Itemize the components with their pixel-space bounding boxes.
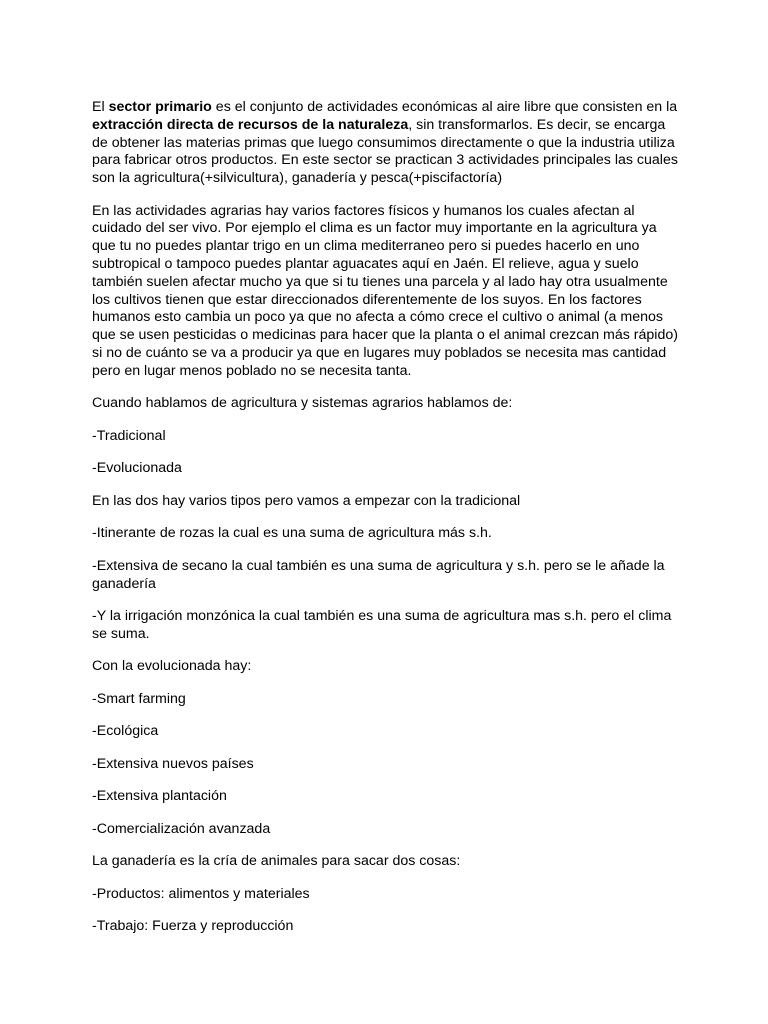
paragraph-factores: En las actividades agrarias hay varios factores físicos y humanos los cuales afectan al cuidado del ser vivo. Por ejemplo el clima es un factor muy importante en la agricultura ya que tu no puedes plantar trigo en un clima mediterraneo pero si puedes hacerlo en uno subtropical o tampoco puedes plantar aguacates aquí en Jaén. El relieve, agua y suelo también suelen afectar mucho ya que si tu tienes una parcela y al lado hay otra usualmente los cultivos tienen que estar direccionados diferentemente de los suyos. En los factores humanos esto cambia un poco ya que no afecta a cómo crece el cultivo o animal (a menos que se usen pesticidas o medicinas para hacer que la planta o el animal crezcan más rápido) si no de cuánto se va a producir ya que en lugares muy poblados se necesita mas cantidad pero en lugar menos poblado no se necesita tanta. xyxy=(92,202,678,379)
list-item-productos: -Productos: alimentos y materiales xyxy=(92,885,310,902)
intro-paragraph xyxy=(92,99,682,188)
intro-text-2: es el conjunto de actividades económicas al aire libre que consisten en la xyxy=(211,99,678,115)
list-item-comercializacion: -Comercialización avanzada xyxy=(92,820,271,837)
list-item-smart-farming: -Smart farming xyxy=(92,690,186,707)
intro-text-3: , sin transformarlos. Es decir, se encarga de obtener las materias primas que luego consumimos directamente o que la industria utiliza para fabricar otros productos. En este sector se practican 3 actividades principales las cuales son la agricultura(+silvicultura), ganadería y pesca(+piscifactoría) xyxy=(92,116,678,187)
paragraph-ganaderia: La ganadería es la cría de animales para sacar dos cosas: xyxy=(92,853,461,870)
term-sector-primario: sector primario xyxy=(108,99,212,115)
list-item-evolucionada: -Evolucionada xyxy=(92,460,182,477)
list-item-trabajo: -Trabajo: Fuerza y reproducción xyxy=(92,918,294,935)
paragraph-tipos: En las dos hay varios tipos pero vamos a empezar con la tradicional xyxy=(92,492,521,509)
paragraph-sistemas-agrarios: Cuando hablamos de agricultura y sistemas agrarios hablamos de: xyxy=(92,395,513,412)
intro-text-1: El xyxy=(92,99,109,115)
list-item-ecologica: -Ecológica xyxy=(92,723,159,740)
list-item-irrigacion: -Y la irrigación monzónica la cual también es una suma de agricultura mas s.h. pero el clima se suma. xyxy=(92,608,672,642)
paragraph-evolucionada: Con la evolucionada hay: xyxy=(92,658,252,675)
list-item-itinerante: -Itinerante de rozas la cual es una suma de agricultura más s.h. xyxy=(92,525,492,542)
list-item-plantacion: -Extensiva plantación xyxy=(92,788,227,805)
list-item-tradicional: -Tradicional xyxy=(92,427,166,444)
list-item-nuevos-paises: -Extensiva nuevos países xyxy=(92,755,254,772)
term-extraccion-directa: extracción directa de recursos de la naturaleza xyxy=(92,116,409,133)
list-item-extensiva-secano: -Extensiva de secano la cual también es una suma de agricultura y s.h. pero se le añade la ganadería xyxy=(92,557,665,592)
